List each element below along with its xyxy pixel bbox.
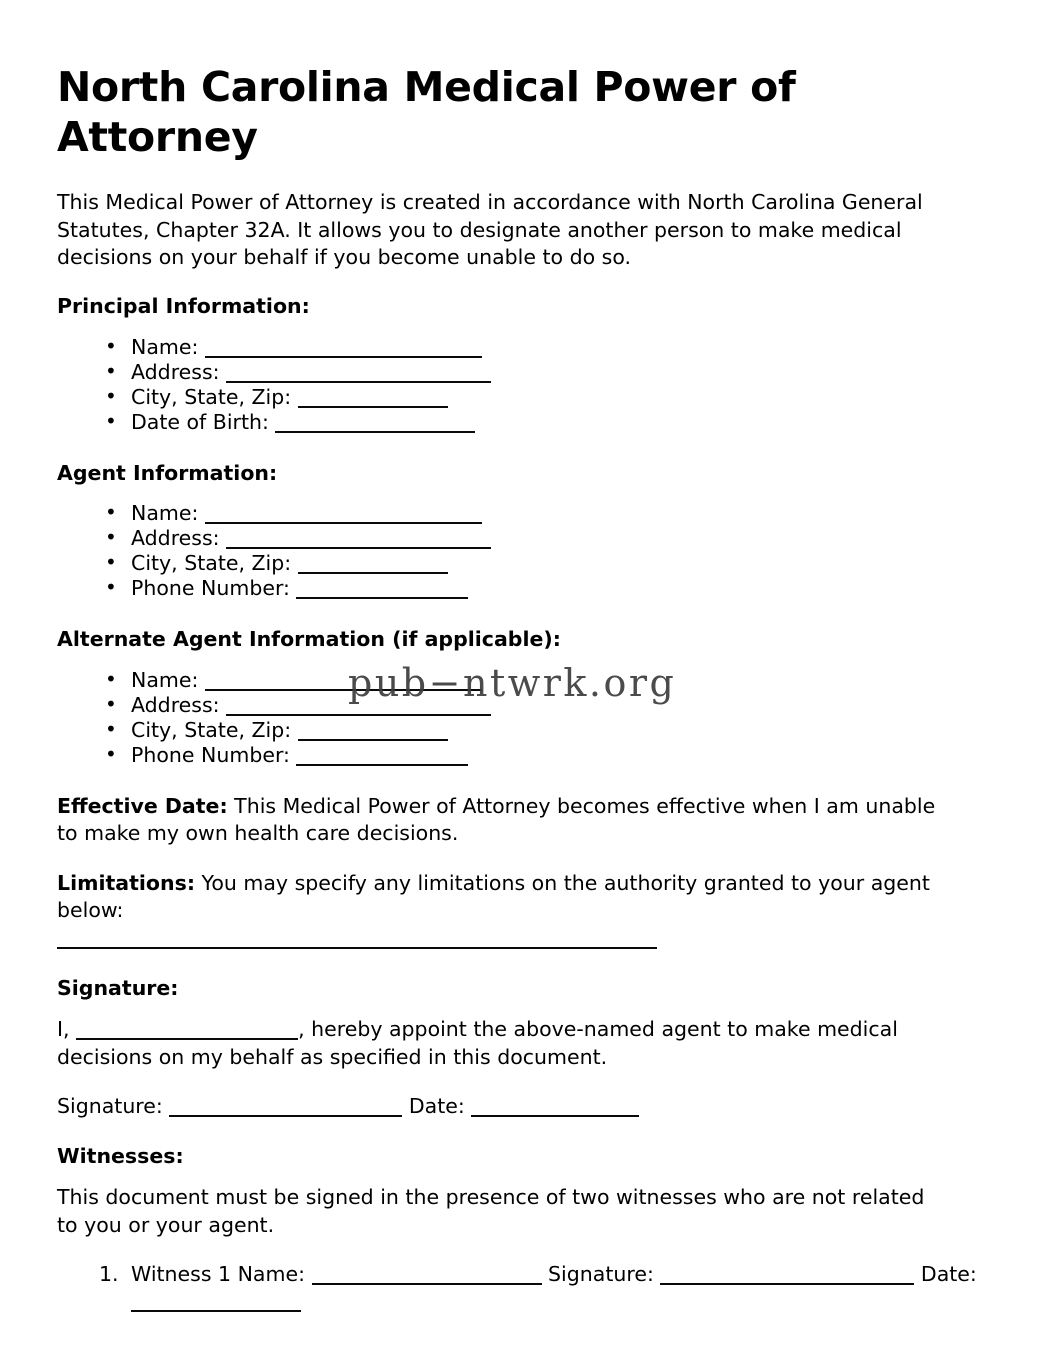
witnesses-list bbox=[57, 1261, 998, 1316]
field-label: City, State, Zip: bbox=[131, 717, 292, 742]
witness-1-date-blank[interactable] bbox=[131, 1295, 301, 1312]
list-item bbox=[105, 551, 998, 576]
list-item bbox=[105, 410, 998, 435]
field-label: Address: bbox=[131, 359, 220, 384]
witness-date-label: Date: bbox=[920, 1262, 977, 1286]
principal-name-blank[interactable] bbox=[205, 341, 482, 358]
signature-blank[interactable] bbox=[169, 1100, 402, 1117]
page-title: North Carolina Medical Power of Attorney bbox=[57, 63, 796, 162]
agent-phone-blank[interactable] bbox=[296, 582, 468, 599]
alternate-agent-information-heading: Alternate Agent Information (if applicable): bbox=[57, 627, 561, 652]
signature-date-row bbox=[57, 1093, 998, 1120]
signature-date-blank[interactable] bbox=[471, 1100, 639, 1117]
date-field-label: Date: bbox=[408, 1094, 465, 1119]
agent-information-list bbox=[57, 501, 998, 601]
agent-address-blank[interactable] bbox=[226, 532, 491, 549]
limitations-text: You may specify any limitations on the authority granted to your agent below: bbox=[57, 870, 930, 923]
alternate-agent-information-list bbox=[57, 668, 998, 768]
site-watermark: pub−ntwrk.org bbox=[348, 661, 677, 705]
field-label: City, State, Zip: bbox=[131, 384, 292, 409]
witness-1-name-blank[interactable] bbox=[312, 1268, 542, 1285]
agent-city-state-zip-blank[interactable] bbox=[298, 557, 448, 574]
limitations-paragraph bbox=[57, 870, 941, 925]
witness-1-signature-blank[interactable] bbox=[660, 1268, 914, 1285]
witnesses-heading: Witnesses: bbox=[57, 1143, 184, 1168]
principal-information-list bbox=[57, 335, 998, 435]
field-label: Phone Number: bbox=[131, 576, 290, 601]
signature-field-label: Signature: bbox=[57, 1094, 163, 1119]
list-item bbox=[105, 385, 998, 410]
appointment-statement bbox=[57, 1016, 941, 1071]
principal-dob-blank[interactable] bbox=[275, 416, 475, 433]
statement-suffix: , hereby appoint the above-named agent to make medical decisions on my behalf as specified in this document. bbox=[57, 1017, 898, 1069]
list-item bbox=[105, 526, 998, 551]
statement-prefix: I, bbox=[57, 1017, 77, 1042]
alternate-agent-address-blank[interactable] bbox=[226, 699, 491, 716]
effective-date-paragraph bbox=[57, 793, 941, 848]
intro-paragraph: This Medical Power of Attorney is created in accordance with North Carolina General Statutes, Chapter 32A. It allows you to designate another person to make medical decisions on your behalf if you become unable to do so. bbox=[57, 190, 923, 269]
agent-name-blank[interactable] bbox=[205, 507, 482, 524]
limitations-label: Limitations: bbox=[57, 870, 196, 895]
list-item bbox=[105, 668, 998, 693]
principal-declaration-blank[interactable] bbox=[76, 1023, 298, 1040]
principal-city-state-zip-blank[interactable] bbox=[298, 391, 448, 408]
principal-address-blank[interactable] bbox=[226, 366, 491, 383]
list-item bbox=[105, 576, 998, 601]
alternate-agent-city-state-zip-blank[interactable] bbox=[298, 724, 448, 741]
limitations-blank-line[interactable] bbox=[57, 947, 657, 949]
list-item bbox=[105, 693, 998, 718]
list-item bbox=[105, 360, 998, 385]
field-label: Phone Number: bbox=[131, 742, 290, 767]
principal-information-heading: Principal Information: bbox=[57, 294, 310, 319]
alternate-agent-name-blank[interactable] bbox=[205, 674, 482, 691]
witness-signature-label: Signature: bbox=[548, 1262, 654, 1286]
field-label: Date of Birth: bbox=[131, 409, 269, 434]
list-item bbox=[105, 335, 998, 360]
effective-date-label: Effective Date: bbox=[57, 793, 228, 818]
field-label: Name: bbox=[131, 501, 199, 526]
list-item bbox=[105, 718, 998, 743]
signature-heading: Signature: bbox=[57, 975, 179, 1000]
field-label: Name: bbox=[131, 667, 199, 692]
field-label: Name: bbox=[131, 334, 199, 359]
witness-name-label: Witness 1 Name: bbox=[131, 1262, 305, 1286]
list-item bbox=[105, 501, 998, 526]
field-label: Address: bbox=[131, 692, 220, 717]
effective-date-text: This Medical Power of Attorney becomes effective when I am unable to make my own health care decisions. bbox=[57, 793, 936, 846]
field-label: City, State, Zip: bbox=[131, 551, 292, 576]
agent-information-heading: Agent Information: bbox=[57, 460, 278, 485]
witnesses-intro: This document must be signed in the presence of two witnesses who are not related to you or your agent. bbox=[57, 1185, 925, 1237]
list-item bbox=[105, 743, 998, 768]
list-item bbox=[99, 1261, 993, 1316]
field-label: Address: bbox=[131, 526, 220, 551]
alternate-agent-phone-blank[interactable] bbox=[296, 749, 468, 766]
